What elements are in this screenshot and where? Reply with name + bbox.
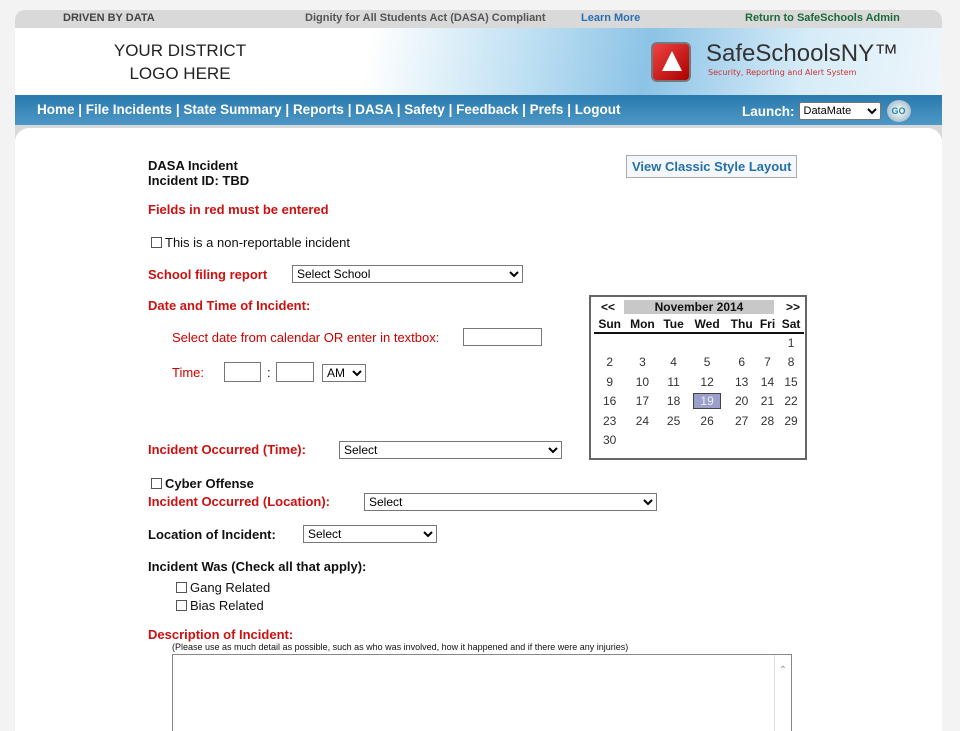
day-number: 4 <box>670 355 677 370</box>
nav-separator: | <box>74 102 86 117</box>
weekday-header: Sun <box>594 317 625 333</box>
nav-logout[interactable]: Logout <box>574 102 621 117</box>
day-number: 25 <box>666 413 681 428</box>
form-header <box>148 158 249 188</box>
day-number: 27 <box>734 413 749 428</box>
nav-separator: | <box>281 102 293 117</box>
calendar-week <box>594 353 804 373</box>
main-nav <box>15 95 942 125</box>
school-select[interactable] <box>292 265 523 283</box>
location-label: Location of Incident: <box>148 527 276 542</box>
day-number: 24 <box>635 413 650 428</box>
warning-icon <box>651 42 691 82</box>
calendar-week <box>594 411 804 431</box>
calendar-grid <box>594 317 804 450</box>
calendar-day[interactable] <box>726 353 756 373</box>
calendar-day[interactable] <box>688 411 727 431</box>
hour-input[interactable] <box>224 362 261 382</box>
day-number: 17 <box>635 394 650 409</box>
checkbox[interactable] <box>176 582 187 593</box>
weekday-header: Thu <box>726 317 756 333</box>
calendar-day[interactable] <box>625 411 659 431</box>
nav-reports[interactable]: Reports <box>292 102 344 117</box>
calendar-day[interactable] <box>594 372 625 392</box>
bias-label: Bias Related <box>190 598 264 613</box>
weekday-header: Mon <box>625 317 659 333</box>
nav-safety[interactable]: Safety <box>404 102 445 117</box>
day-number: 28 <box>760 413 775 428</box>
calendar-day[interactable] <box>659 411 687 431</box>
calendar-week <box>594 392 804 412</box>
calendar-month: November 2014 <box>624 300 774 314</box>
brand-tagline: Security, Reporting and Alert System <box>708 68 857 77</box>
gang-label: Gang Related <box>190 580 271 595</box>
calendar-day[interactable] <box>757 392 778 412</box>
datetime-label: Date and Time of Incident: <box>148 298 311 313</box>
checkbox[interactable] <box>176 600 187 611</box>
day-number: 16 <box>603 394 617 409</box>
brand-name: SafeSchoolsNY™ <box>706 40 899 67</box>
day-number: 19 <box>693 393 721 409</box>
calendar-day[interactable] <box>726 411 756 431</box>
calendar-day[interactable] <box>594 392 625 412</box>
calendar-day[interactable] <box>688 392 727 412</box>
day-number: 8 <box>787 355 795 370</box>
day-number: 22 <box>784 394 798 409</box>
date-hint: Select date from calendar OR enter in textbox: <box>172 330 440 345</box>
calendar-next-button[interactable]: >> <box>785 300 800 314</box>
header-banner <box>15 28 942 95</box>
occurred-time-label: Incident Occurred (Time): <box>148 442 306 457</box>
tagline-driven: DRIVEN BY DATA <box>63 12 155 24</box>
incident-form <box>15 128 942 731</box>
day-number: 14 <box>760 374 775 389</box>
form-title: DASA Incident <box>148 158 238 173</box>
nav-feedback[interactable]: Feedback <box>456 102 519 117</box>
calendar-empty <box>625 333 659 353</box>
go-button[interactable]: GO <box>887 100 911 122</box>
checkbox[interactable] <box>151 237 162 248</box>
calendar-empty <box>625 431 659 451</box>
calendar-day[interactable] <box>778 353 804 373</box>
description-hint: (Please use as much detail as possible, such as who was involved, how it happened and if there were any injuries) <box>172 642 629 652</box>
calendar-empty <box>688 333 727 353</box>
launch-group <box>742 100 911 122</box>
day-number: 13 <box>734 374 749 389</box>
learn-more-link[interactable]: Learn More <box>581 12 641 24</box>
nav-state-summary[interactable]: State Summary <box>183 102 282 117</box>
calendar-day[interactable] <box>726 392 756 412</box>
nav-dasa[interactable]: DASA <box>355 102 393 117</box>
calendar-week <box>594 431 804 451</box>
day-number: 15 <box>784 374 798 389</box>
calendar-day[interactable] <box>594 353 625 373</box>
nav-separator: | <box>343 102 356 117</box>
nav-separator: | <box>444 102 457 117</box>
day-number: 26 <box>700 413 714 428</box>
school-label: School filing report <box>148 267 268 282</box>
required-note: Fields in red must be entered <box>148 202 329 217</box>
nav-separator: | <box>393 102 405 117</box>
calendar-empty <box>757 431 778 451</box>
day-number: 29 <box>784 413 798 428</box>
calendar-empty <box>726 333 756 353</box>
minute-input[interactable] <box>276 362 314 382</box>
day-number: 23 <box>603 413 617 428</box>
calendar-day[interactable] <box>659 372 687 392</box>
day-number: 20 <box>734 394 749 409</box>
nav-separator: | <box>518 102 530 117</box>
calendar-week <box>594 372 804 392</box>
nav-links <box>37 102 620 117</box>
day-number: 12 <box>700 374 714 389</box>
day-number: 5 <box>703 355 711 370</box>
calendar-day[interactable] <box>625 392 659 412</box>
occurred-time-select[interactable] <box>339 441 562 459</box>
nav-home[interactable]: Home <box>37 102 75 117</box>
day-number: 1 <box>787 336 795 351</box>
cyber-offense-checkbox[interactable] <box>151 476 254 491</box>
return-admin-link[interactable]: Return to SafeSchools Admin <box>745 12 900 24</box>
calendar-day[interactable] <box>594 431 625 451</box>
weekday-header: Tue <box>659 317 687 333</box>
top-strip <box>15 10 942 28</box>
day-number: 11 <box>667 374 680 389</box>
calendar-day[interactable] <box>659 392 687 412</box>
calendar <box>589 295 807 460</box>
bias-related-checkbox[interactable] <box>176 598 264 613</box>
occurred-location-select[interactable] <box>364 493 657 511</box>
non-reportable-checkbox[interactable] <box>151 235 350 250</box>
classic-layout-button[interactable]: View Classic Style Layout <box>626 155 797 178</box>
calendar-empty <box>659 333 687 353</box>
launch-label: Launch: <box>742 103 795 119</box>
logo-line1: YOUR DISTRICT <box>113 41 247 60</box>
description-label: Description of Incident: <box>148 627 294 642</box>
calendar-day[interactable] <box>688 353 727 373</box>
calendar-prev-button[interactable]: << <box>600 300 615 314</box>
calendar-day[interactable] <box>778 333 804 353</box>
weekday-header: Sat <box>778 317 804 333</box>
calendar-empty <box>659 431 687 451</box>
checkbox[interactable] <box>151 478 162 489</box>
calendar-day[interactable] <box>778 411 804 431</box>
calendar-day[interactable] <box>594 411 625 431</box>
ampm-select[interactable] <box>322 364 366 382</box>
nav-separator: | <box>172 102 184 117</box>
cyber-label: Cyber Offense <box>165 476 254 491</box>
calendar-day[interactable] <box>757 353 778 373</box>
day-number: 2 <box>606 355 614 370</box>
non-reportable-label: This is a non-reportable incident <box>165 235 350 250</box>
description-textarea[interactable] <box>172 654 792 731</box>
date-input[interactable] <box>463 328 542 346</box>
calendar-day[interactable] <box>757 372 778 392</box>
incident-id: Incident ID: TBD <box>148 173 250 188</box>
day-number: 21 <box>760 394 775 409</box>
scrollbar[interactable]: ⌃ <box>774 655 791 731</box>
calendar-day[interactable] <box>778 372 804 392</box>
launch-select[interactable] <box>799 102 881 120</box>
nav-separator: | <box>563 102 575 117</box>
nav-file-incidents[interactable]: File Incidents <box>85 102 173 117</box>
day-number: 3 <box>639 355 646 370</box>
weekday-header: Fri <box>757 317 778 333</box>
calendar-day[interactable] <box>688 372 727 392</box>
calendar-day[interactable] <box>726 372 756 392</box>
day-number: 6 <box>738 355 745 370</box>
occurred-location-label: Incident Occurred (Location): <box>148 494 331 509</box>
dasa-compliant-text: Dignity for All Students Act (DASA) Compliant <box>305 12 546 24</box>
day-number: 30 <box>603 433 617 448</box>
location-select[interactable] <box>303 525 437 543</box>
app-frame <box>15 10 942 731</box>
day-number: 9 <box>606 374 614 389</box>
day-number: 10 <box>635 374 650 389</box>
calendar-day[interactable] <box>625 372 659 392</box>
gang-related-checkbox[interactable] <box>176 580 270 595</box>
time-label: Time: <box>172 365 205 380</box>
calendar-empty <box>757 333 778 353</box>
incident-was-label: Incident Was (Check all that apply): <box>148 559 367 574</box>
calendar-day[interactable] <box>778 392 804 412</box>
day-number: 7 <box>764 355 771 370</box>
calendar-empty <box>726 431 756 451</box>
brand-logo <box>651 40 931 85</box>
logo-line2: LOGO HERE <box>129 64 231 83</box>
weekday-header: Wed <box>688 317 727 333</box>
nav-prefs[interactable]: Prefs <box>529 102 564 117</box>
calendar-week <box>594 333 804 353</box>
calendar-empty <box>594 333 625 353</box>
calendar-day[interactable] <box>625 353 659 373</box>
calendar-day[interactable] <box>659 353 687 373</box>
calendar-day[interactable] <box>757 411 778 431</box>
time-separator: : <box>267 365 271 380</box>
calendar-empty <box>688 431 727 451</box>
calendar-empty <box>778 431 804 451</box>
day-number: 18 <box>666 394 681 409</box>
